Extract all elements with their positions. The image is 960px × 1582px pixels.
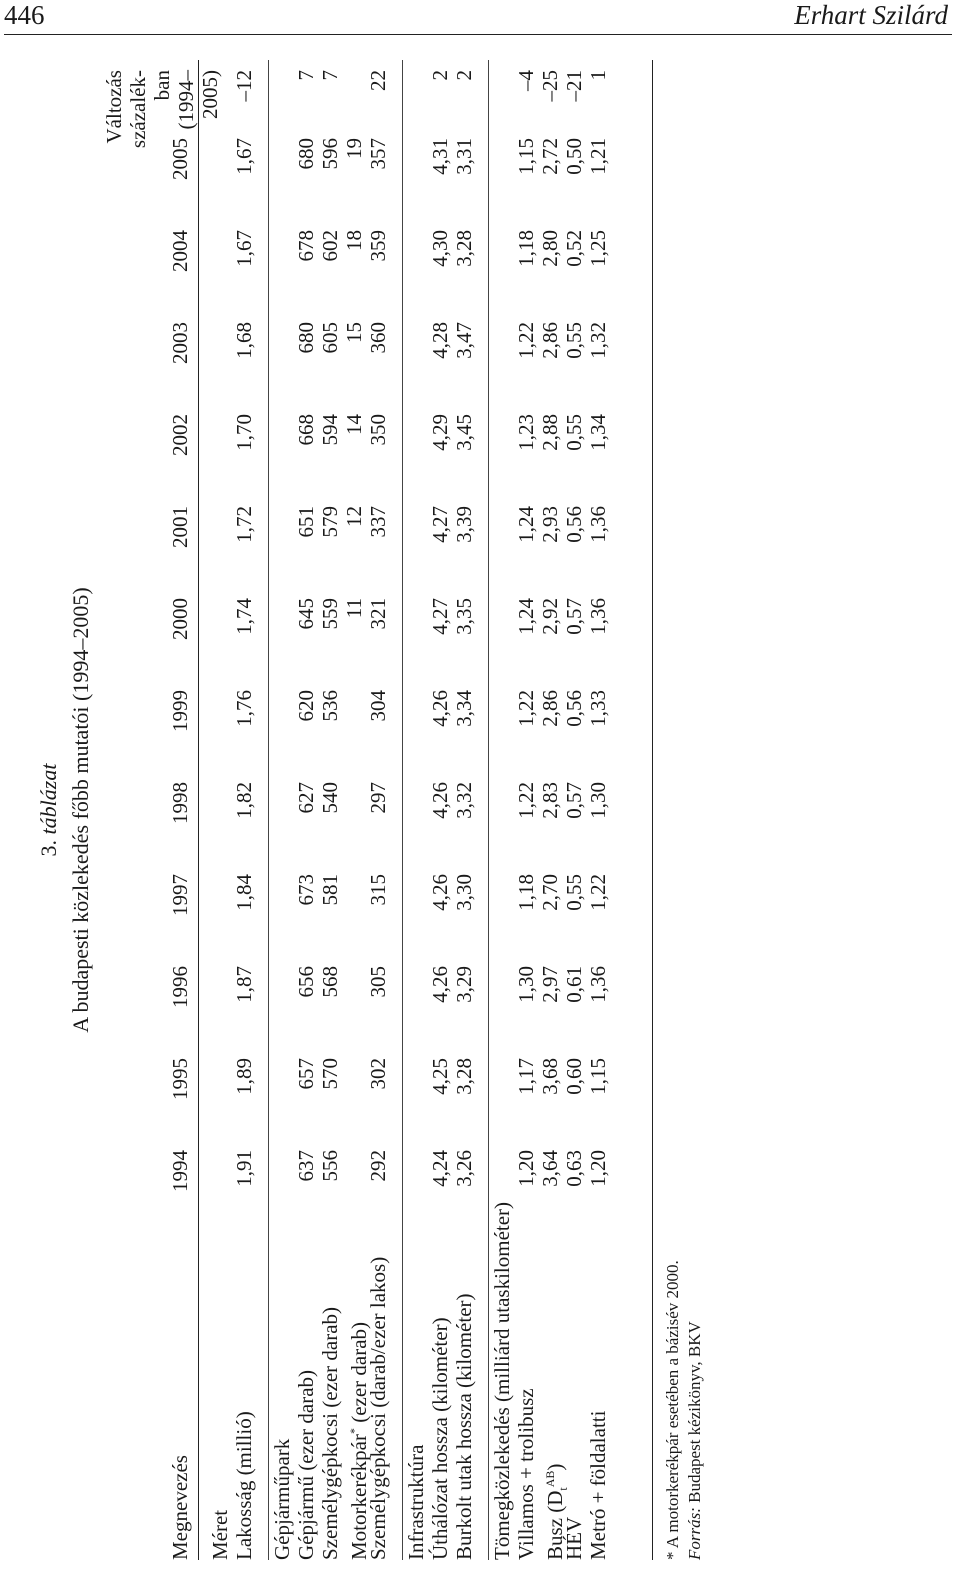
table-cell: 305 (366, 966, 390, 998)
header-change-line: (1994– (174, 70, 198, 130)
row-label-text: Lakosság (millió) (232, 1411, 256, 1560)
change-cell: 7 (294, 70, 318, 81)
row-label-text: Úthálózat hossza (kilométer) (428, 1317, 452, 1560)
row-label-subscript: t (556, 1487, 571, 1491)
table-cell: 1,22 (586, 874, 610, 911)
table-row (538, 60, 571, 1560)
table-cell: 1,91 (232, 1150, 256, 1187)
table-cell: 3,35 (452, 598, 476, 635)
table-cell: 556 (318, 1150, 342, 1182)
header-rule (198, 60, 199, 1560)
row-label-text: Burkolt utak hossza (kilométer) (452, 1293, 476, 1560)
row-label (232, 1411, 256, 1560)
table-cell: 19 (342, 138, 366, 159)
change-cell: 7 (318, 70, 342, 81)
table-cell: 2,72 (538, 138, 562, 175)
row-label (294, 1370, 318, 1560)
table-cell: 2,86 (538, 690, 562, 727)
change-cell: –12 (232, 70, 256, 102)
table-cell: 0,60 (562, 1058, 586, 1095)
section-rule (488, 60, 489, 1560)
header-year: 2002 (168, 414, 192, 456)
row-label (366, 1257, 390, 1560)
table-cell: 1,36 (586, 598, 610, 635)
row-label-superscript: AB (543, 1470, 557, 1488)
running-title: Erhart Szilárd (794, 0, 948, 30)
table-cell: 3,64 (538, 1150, 562, 1187)
header-change-line: 2005) (198, 70, 222, 119)
table-cell: 0,57 (562, 598, 586, 635)
table-cell: 678 (294, 230, 318, 262)
table-cell: 1,89 (232, 1058, 256, 1095)
table-cell: 1,21 (586, 138, 610, 175)
footnotes (662, 60, 706, 1560)
table-cell: 579 (318, 506, 342, 538)
row-label (452, 1293, 476, 1560)
table-cell: 4,31 (428, 138, 452, 175)
row-label-suffix: ) (543, 1463, 567, 1471)
table-title: A budapesti közlekedés főbb mutatói (1994–2005) (68, 587, 93, 1033)
table-cell: 1,24 (514, 598, 538, 635)
table-cell: 1,25 (586, 230, 610, 267)
table-cell: 2,80 (538, 230, 562, 267)
table-cell: 570 (318, 1058, 342, 1090)
table-cell: 627 (294, 782, 318, 814)
row-label-text: Személygépkocsi (darab/ezer lakos) (366, 1256, 390, 1560)
row-label (428, 1317, 452, 1560)
section-title: Gépjárműpark (270, 1438, 294, 1560)
table-cell: 18 (342, 230, 366, 251)
table-cell: 1,17 (514, 1058, 538, 1095)
row-label-text: Motorkerékpár (347, 1434, 371, 1560)
table-cell: 3,34 (452, 690, 476, 727)
table-cell: 1,76 (232, 690, 256, 727)
table-cell: 620 (294, 690, 318, 722)
table-cell: 304 (366, 690, 390, 722)
table-cell: 1,68 (232, 322, 256, 359)
change-cell: 2 (428, 70, 452, 81)
table-cell: 1,30 (514, 966, 538, 1003)
change-cell: –25 (538, 70, 562, 102)
table-cell: 4,27 (428, 598, 452, 635)
table-cell: 3,29 (452, 966, 476, 1003)
table-cell: 0,55 (562, 322, 586, 359)
table-cell: 1,34 (586, 414, 610, 451)
table-cell: 1,36 (586, 966, 610, 1003)
header-year: 2000 (168, 598, 192, 640)
table-cell: 0,50 (562, 138, 586, 175)
table-cell: 1,22 (514, 782, 538, 819)
head-rule (4, 34, 952, 35)
table-row (514, 60, 538, 1560)
table-cell: 1,84 (232, 874, 256, 911)
table-cell: 3,26 (452, 1150, 476, 1187)
source-text: Budapest kézikönyv, BKV (685, 1321, 704, 1508)
table-cell: 680 (294, 322, 318, 354)
page-number: 446 (4, 0, 45, 30)
row-label-text: Gépjármű (ezer darab) (294, 1369, 318, 1560)
row-label (562, 1517, 586, 1560)
table-cell: 1,33 (586, 690, 610, 727)
header-change (102, 70, 222, 170)
row-label-text: Személygépkocsi (ezer darab) (318, 1306, 342, 1560)
table-cell: 3,31 (452, 138, 476, 175)
header-year: 1996 (168, 966, 192, 1008)
table-cell: 2,92 (538, 598, 562, 635)
table-row (318, 60, 342, 1560)
table-number (36, 60, 62, 1560)
table-cell: 3,68 (538, 1058, 562, 1095)
table-cell: 0,63 (562, 1150, 586, 1187)
table-cell: 1,70 (232, 414, 256, 451)
table-cell: 4,29 (428, 414, 452, 451)
table-cell: 3,39 (452, 506, 476, 543)
bottom-rule (652, 60, 653, 1560)
table-cell: 337 (366, 506, 390, 538)
table-number-word: táblázat (36, 763, 61, 835)
table-cell: 1,18 (514, 230, 538, 267)
section-title: Infrastruktúra (404, 1444, 428, 1560)
change-cell: 22 (366, 70, 390, 91)
table-cell: 297 (366, 782, 390, 814)
header-year: 1998 (168, 782, 192, 824)
table-cell: 1,22 (514, 322, 538, 359)
section-rule (268, 60, 269, 1560)
table-cell: 581 (318, 874, 342, 906)
table-cell: 1,23 (514, 414, 538, 451)
row-label (586, 1411, 610, 1560)
header-year: 2003 (168, 322, 192, 364)
header-year: 1999 (168, 690, 192, 732)
section-title: Méret (208, 1509, 232, 1560)
table-cell: 2,97 (538, 966, 562, 1003)
table-cell: 651 (294, 506, 318, 538)
table-cell: 1,20 (514, 1150, 538, 1187)
table-cell: 3,47 (452, 322, 476, 359)
table-cell: 292 (366, 1150, 390, 1182)
header-year: 1994 (168, 1150, 192, 1192)
table-cell: 3,28 (452, 230, 476, 267)
table-cell: 3,28 (452, 1058, 476, 1095)
rotated-table-page (30, 60, 830, 1560)
table-cell: 0,56 (562, 690, 586, 727)
table-cell: 0,57 (562, 782, 586, 819)
row-label-text: Villamos + trolibusz (514, 1388, 538, 1560)
table-cell: 1,72 (232, 506, 256, 543)
table-row (232, 60, 256, 1560)
change-cell: –21 (562, 70, 586, 102)
table-cell: 1,36 (586, 506, 610, 543)
table-cell: 596 (318, 138, 342, 170)
table-cell: 1,32 (586, 322, 610, 359)
table-cell: 2,86 (538, 322, 562, 359)
header-change-line: ban (150, 70, 174, 101)
table-cell: 12 (342, 506, 366, 527)
header-year: 1997 (168, 874, 192, 916)
table-cell: 1,67 (232, 138, 256, 175)
table-row (452, 60, 476, 1560)
table-cell: 1,74 (232, 598, 256, 635)
table-cell: 4,28 (428, 322, 452, 359)
table-cell: 0,52 (562, 230, 586, 267)
header-change-line: Változás (102, 70, 126, 144)
footnote-asterisk: * A motorkerékpár esetében a bázisév 2000. (663, 1260, 682, 1560)
table-cell: 1,87 (232, 966, 256, 1003)
row-label-text: Metró + földalatti (586, 1410, 610, 1560)
table-cell: 2,83 (538, 782, 562, 819)
table-cell: 2,70 (538, 874, 562, 911)
table-cell: 350 (366, 414, 390, 446)
table-cell: 360 (366, 322, 390, 354)
table-cell: 4,26 (428, 782, 452, 819)
header-label: Megnevezés (168, 1455, 192, 1560)
running-head (0, 0, 960, 36)
table-row (562, 60, 586, 1560)
table-cell: 4,26 (428, 690, 452, 727)
table-cell: 673 (294, 874, 318, 906)
row-label-superscript: * (347, 1428, 361, 1435)
table-cell: 656 (294, 966, 318, 998)
table-row (428, 60, 452, 1560)
table-cell: 302 (366, 1058, 390, 1090)
table-cell: 568 (318, 966, 342, 998)
table-cell: 4,24 (428, 1150, 452, 1187)
table-cell: 668 (294, 414, 318, 446)
table-cell: 14 (342, 414, 366, 435)
table-row (342, 60, 371, 1560)
table-cell: 0,55 (562, 874, 586, 911)
table-cell: 3,45 (452, 414, 476, 451)
table-cell: 3,32 (452, 782, 476, 819)
header-year: 2005 (168, 138, 192, 180)
section-rule (402, 60, 403, 1560)
footnote-source (684, 60, 706, 1560)
row-label-suffix: (ezer darab) (347, 1321, 371, 1429)
table-cell: 0,56 (562, 506, 586, 543)
table-cell: 645 (294, 598, 318, 630)
table-cell: 1,30 (586, 782, 610, 819)
table-cell: 559 (318, 598, 342, 630)
table-cell: 3,30 (452, 874, 476, 911)
table-cell: 4,25 (428, 1058, 452, 1095)
table-cell: 4,27 (428, 506, 452, 543)
table-cell: 2,88 (538, 414, 562, 451)
table-cell: 605 (318, 322, 342, 354)
table-cell: 1,15 (514, 138, 538, 175)
table-cell: 359 (366, 230, 390, 262)
table-cell: 1,20 (586, 1150, 610, 1187)
header-year: 1995 (168, 1058, 192, 1100)
table-cell: 0,55 (562, 414, 586, 451)
source-label: Forrás: (685, 1507, 704, 1560)
table-cell: 4,26 (428, 874, 452, 911)
table-cell: 1,18 (514, 874, 538, 911)
table-cell: 657 (294, 1058, 318, 1090)
table-cell: 4,26 (428, 966, 452, 1003)
table-cell: 680 (294, 138, 318, 170)
table-number-digit: 3. (36, 839, 61, 857)
table-cell: 0,61 (562, 966, 586, 1003)
table-cell: 594 (318, 414, 342, 446)
table-row (366, 60, 390, 1560)
row-label (318, 1307, 342, 1560)
header-year: 2004 (168, 230, 192, 272)
table-cell: 321 (366, 598, 390, 630)
table-cell: 1,15 (586, 1058, 610, 1095)
header-year: 2001 (168, 506, 192, 548)
table-cell: 1,24 (514, 506, 538, 543)
table-cell: 637 (294, 1150, 318, 1182)
change-cell: –4 (514, 70, 538, 91)
header-change-line: százalék- (126, 70, 150, 149)
row-label (514, 1388, 538, 1560)
table-cell: 15 (342, 322, 366, 343)
table-cell: 602 (318, 230, 342, 262)
table-row (294, 60, 318, 1560)
table-cell: 315 (366, 874, 390, 906)
row-label-text: HÉV (562, 1516, 586, 1560)
table-row (586, 60, 610, 1560)
row-label-text: Busz (D (543, 1490, 567, 1560)
table-cell: 2,93 (538, 506, 562, 543)
section-title: Tömegközlekedés (milliárd utaskilométer) (490, 1201, 514, 1560)
table-cell: 1,22 (514, 690, 538, 727)
change-cell: 1 (586, 70, 610, 81)
table-cell: 11 (342, 598, 366, 619)
table-cell: 540 (318, 782, 342, 814)
change-cell: 2 (452, 70, 476, 81)
table-cell: 1,67 (232, 230, 256, 267)
table-cell: 357 (366, 138, 390, 170)
table-cell: 536 (318, 690, 342, 722)
table-cell: 1,82 (232, 782, 256, 819)
table-cell: 4,30 (428, 230, 452, 267)
